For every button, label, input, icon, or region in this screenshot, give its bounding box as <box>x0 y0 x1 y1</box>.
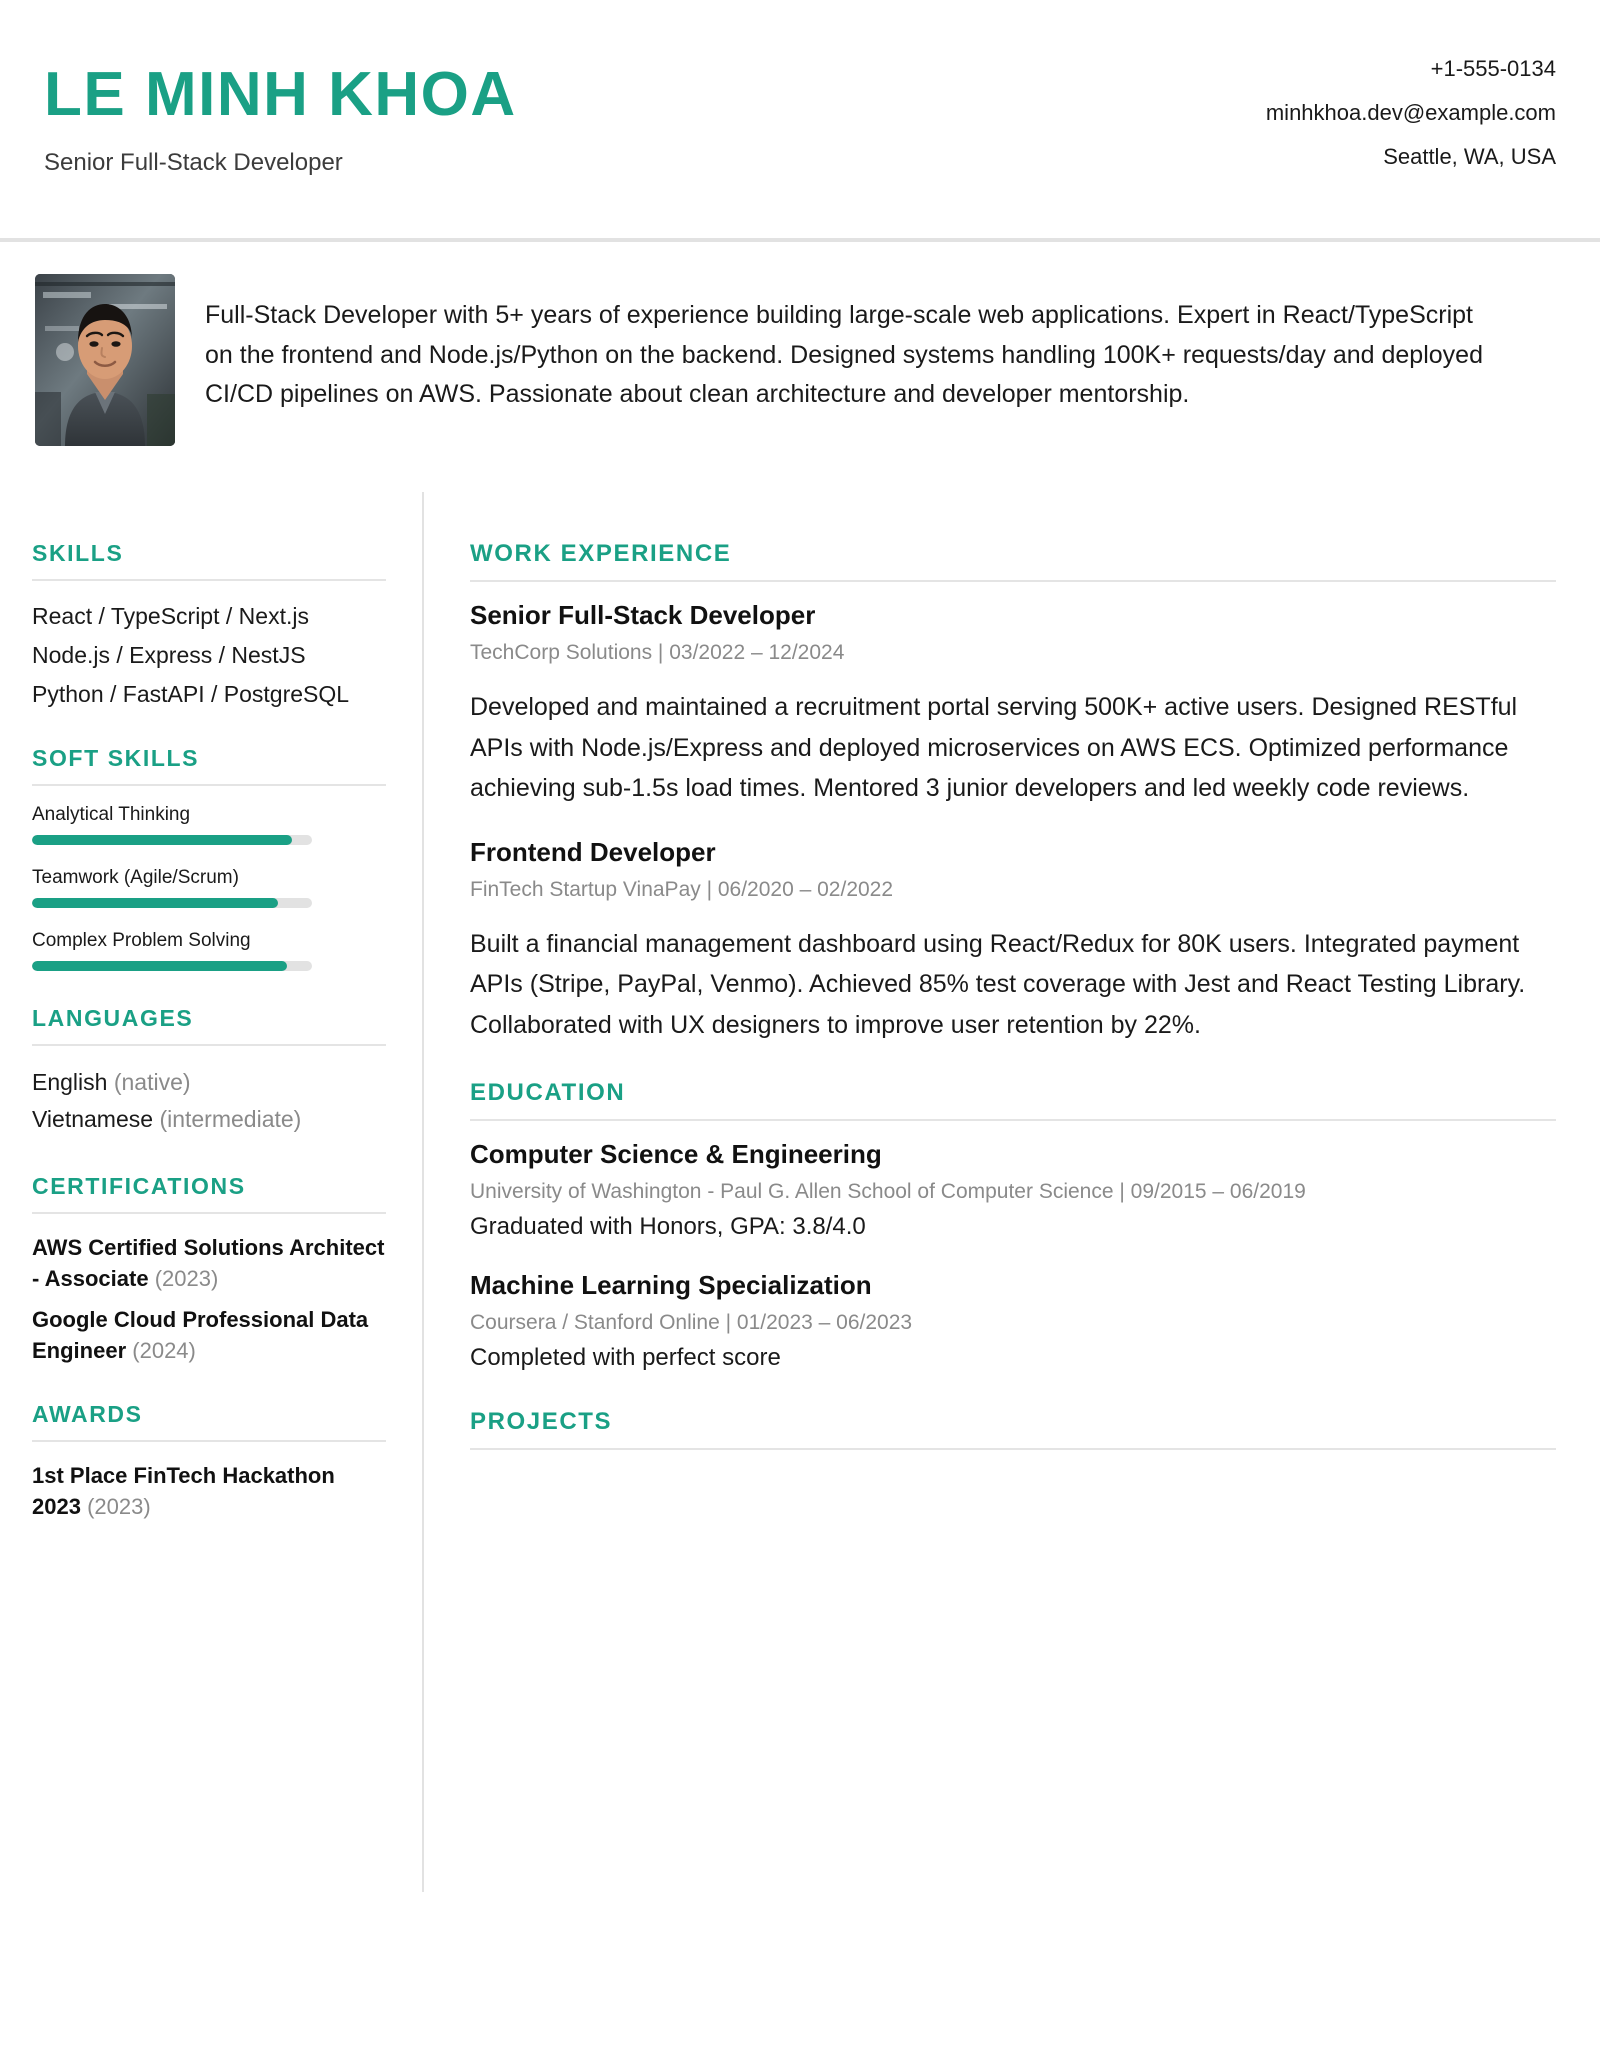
contact-location: Seattle, WA, USA <box>1383 144 1556 169</box>
progress-fill <box>32 961 287 971</box>
education-entry <box>470 1270 1556 1375</box>
progress-track <box>32 835 312 845</box>
language-item <box>32 1064 386 1101</box>
soft-skill-label: Complex Problem Solving <box>32 930 251 952</box>
language-level: (intermediate) <box>159 1106 302 1133</box>
section-title-soft-skills: SOFT SKILLS <box>32 745 200 772</box>
progress-track <box>32 898 312 908</box>
language-item <box>32 1101 386 1138</box>
language-name: Vietnamese <box>32 1106 154 1133</box>
job-title-subtitle: Senior Full-Stack Developer <box>44 149 343 177</box>
section-work-experience <box>470 540 1556 1045</box>
section-divider <box>32 1440 386 1442</box>
certification-name: AWS Certified Solutions Architect - Associate <box>32 1234 385 1291</box>
award-item <box>32 1460 386 1522</box>
resume-header <box>0 0 1600 238</box>
education-note: Completed with perfect score <box>470 1343 781 1371</box>
section-title-skills: SKILLS <box>32 540 124 566</box>
certification-year: (2024) <box>132 1338 196 1364</box>
certification-year: (2023) <box>154 1265 219 1291</box>
work-entry <box>470 600 1556 809</box>
work-description: Developed and maintained a recruitment portal serving 500K+ active users. Designed RESTful APIs with Node.js/Express and deployed microservices on AWS ECS. Optimized performance achieving sub-1.5s load times. Mentored 3 junior developers and led weekly code reviews. <box>470 693 1518 802</box>
soft-skill-row <box>32 867 386 908</box>
skill-item: Node.js / Express / NestJS <box>32 642 306 669</box>
section-title-work-experience: WORK EXPERIENCE <box>470 540 732 567</box>
section-divider <box>470 580 1556 582</box>
contact-phone[interactable]: +1-555-0134 <box>1430 56 1556 81</box>
education-note: Graduated with Honors, GPA: 3.8/4.0 <box>470 1213 866 1240</box>
section-divider <box>470 1119 1556 1121</box>
language-name: English <box>32 1069 108 1096</box>
section-divider <box>32 1044 386 1046</box>
work-role: Frontend Developer <box>470 836 716 867</box>
section-certifications <box>32 1173 386 1367</box>
work-description: Built a financial management dashboard using React/Redux for 80K users. Integrated payment APIs (Stripe, PayPal, Venmo). Achieved 85% test coverage with Jest and React Testing Library. Collaborated with UX designers to improve user retention by 22%. <box>470 929 1526 1039</box>
work-role: Senior Full-Stack Developer <box>470 600 816 630</box>
section-awards <box>32 1401 386 1522</box>
main-column <box>424 492 1600 1892</box>
section-title-awards: AWARDS <box>32 1400 143 1427</box>
work-meta: FinTech Startup VinaPay | 06/2020 – 02/2022 <box>470 877 894 901</box>
soft-skill-label: Analytical Thinking <box>32 804 191 826</box>
summary-text: Full-Stack Developer with 5+ years of experience building large-scale web applications. Expert in React/TypeScript on the frontend and Node.js/Python on the backend. Designed systems handling 100K+ requests/day and deployed CI/CD pipelines on AWS. Passionate about clean architecture and developer mentorship. <box>205 301 1483 408</box>
education-meta: University of Washington - Paul G. Allen School of Computer Science | 09/2015 – 06/2019 <box>470 1180 1306 1203</box>
progress-fill <box>32 898 278 908</box>
resume-body <box>0 492 1600 1892</box>
section-education <box>470 1079 1556 1374</box>
certification-name: Google Cloud Professional Data Engineer <box>32 1307 369 1364</box>
award-name: 1st Place FinTech Hackathon 2023 <box>32 1462 335 1519</box>
soft-skill-label: Teamwork (Agile/Scrum) <box>32 867 239 889</box>
sidebar <box>0 492 424 1892</box>
soft-skill-row <box>32 804 386 845</box>
language-level: (native) <box>113 1069 191 1096</box>
skill-item: Python / FastAPI / PostgreSQL <box>32 681 350 708</box>
section-divider <box>32 579 386 581</box>
summary-section <box>0 242 1600 492</box>
section-languages <box>32 1005 386 1139</box>
education-program: Machine Learning Specialization <box>470 1269 872 1300</box>
award-year: (2023) <box>87 1493 151 1519</box>
section-divider <box>470 1448 1556 1450</box>
header-identity <box>44 48 517 177</box>
section-title-education: EDUCATION <box>470 1079 626 1106</box>
progress-track <box>32 961 312 971</box>
section-title-projects: PROJECTS <box>470 1408 613 1436</box>
soft-skill-row <box>32 930 386 971</box>
work-meta: TechCorp Solutions | 03/2022 – 12/2024 <box>470 641 845 664</box>
education-meta: Coursera / Stanford Online | 01/2023 – 06/2023 <box>470 1310 913 1334</box>
education-program: Computer Science & Engineering <box>470 1139 882 1169</box>
section-divider <box>32 1212 386 1214</box>
section-title-languages: LANGUAGES <box>32 1005 194 1032</box>
contact-block <box>1266 48 1556 168</box>
skill-item: React / TypeScript / Next.js <box>32 603 309 629</box>
section-divider <box>32 784 386 786</box>
certification-item <box>32 1232 386 1294</box>
section-skills <box>32 540 386 711</box>
work-entry <box>470 837 1556 1046</box>
contact-email[interactable]: minhkhoa.dev@example.com <box>1265 100 1556 125</box>
certification-item <box>32 1304 386 1366</box>
section-title-certifications: CERTIFICATIONS <box>32 1172 246 1199</box>
page-title: LE MINH KHOA <box>44 60 517 129</box>
education-entry <box>470 1139 1556 1244</box>
avatar <box>35 274 175 446</box>
progress-fill <box>32 835 292 845</box>
section-projects <box>470 1408 1556 1450</box>
section-soft-skills <box>32 745 386 971</box>
